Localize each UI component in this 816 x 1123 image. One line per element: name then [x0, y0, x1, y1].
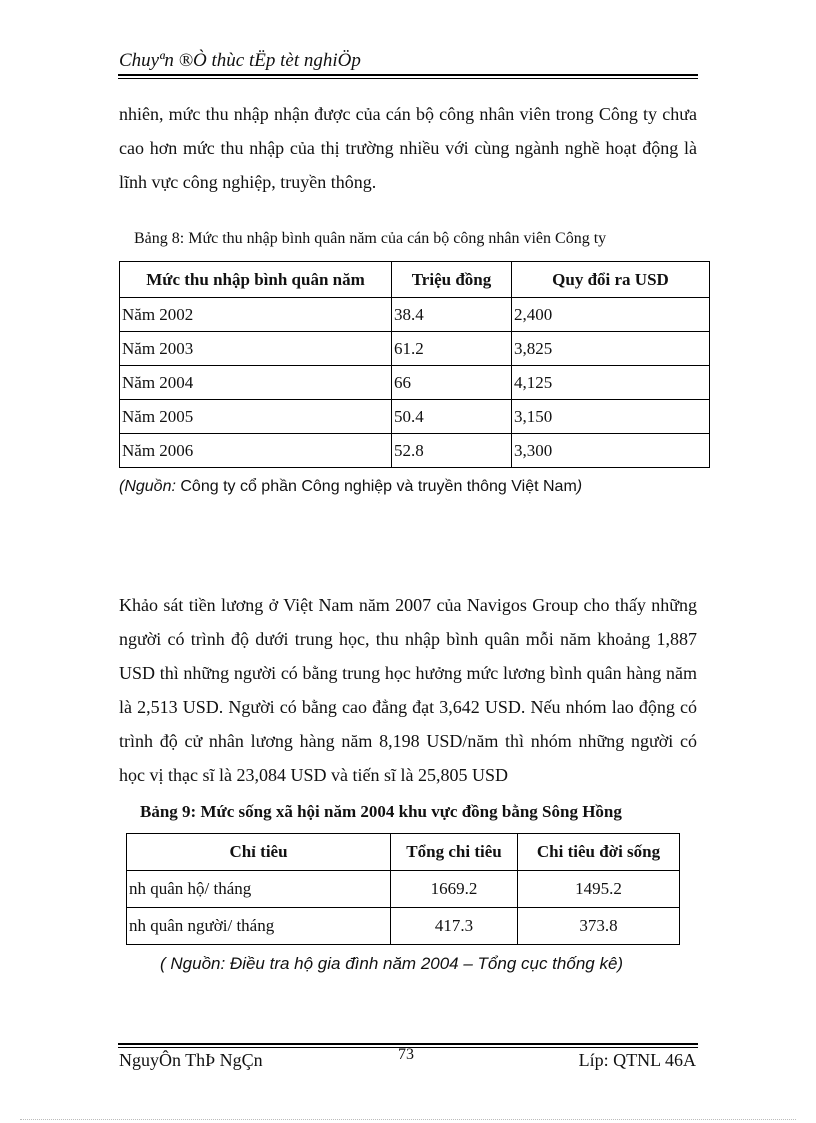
column-header: Mức thu nhập bình quân năm: [120, 262, 392, 298]
header-title: Chuyªn ®Ò thùc tËp tèt nghiÖp: [119, 50, 361, 71]
usd-cell: 3,825: [512, 332, 710, 366]
table9-source: ( Nguồn: Điều tra hộ gia đình năm 2004 – Tổng cục thống kê): [160, 954, 624, 973]
living-standard-table: [126, 833, 680, 945]
footer-author: NguyÔn ThÞ NgÇn: [119, 1050, 263, 1070]
million-vnd-cell: 61.2: [392, 332, 512, 366]
column-header: Chi tiêu đời sống: [518, 834, 680, 871]
usd-cell: 4,125: [512, 366, 710, 400]
column-header: Quy đổi ra USD: [512, 262, 710, 298]
source-text: Công ty cổ phần Công nghiệp và truyền thông Việt Nam: [175, 478, 577, 495]
usd-cell: 2,400: [512, 298, 710, 332]
column-header: Tổng chi tiêu: [391, 834, 518, 871]
table8-source: [119, 478, 582, 496]
year-cell: Năm 2004: [120, 366, 392, 400]
total-spending-cell: 1669.2: [391, 871, 518, 908]
year-cell: Năm 2003: [120, 332, 392, 366]
table-header-row: [127, 834, 680, 871]
living-spending-cell: 373.8: [518, 908, 680, 945]
column-header: Triệu đồng: [392, 262, 512, 298]
year-cell: Năm 2002: [120, 298, 392, 332]
table-row: [127, 908, 680, 945]
million-vnd-cell: 38.4: [392, 298, 512, 332]
page-edge-divider: [20, 1119, 796, 1120]
source-label: (Nguồn:: [119, 478, 176, 495]
paragraph-1: nhiên, mức thu nhập nhận được của cán bộ công nhân viên trong Công ty chưa cao hơn mức thu nhập của thị trường nhiều với cùng ngành nghề hoạt động là lĩnh vực công nghiệp, truyền thông.: [119, 104, 697, 192]
table-row: [127, 871, 680, 908]
million-vnd-cell: 52.8: [392, 434, 512, 468]
table-row: [120, 434, 710, 468]
indicator-cell: nh quân người/ tháng: [127, 908, 391, 945]
living-spending-cell: 1495.2: [518, 871, 680, 908]
table-row: [120, 366, 710, 400]
table-header-row: [120, 262, 710, 298]
table-row: [120, 298, 710, 332]
table9-caption: Bảng 9: Mức sống xã hội năm 2004 khu vực đồng bằng Sông Hồng: [140, 802, 622, 821]
page-number: 73: [398, 1046, 414, 1063]
year-cell: Năm 2005: [120, 400, 392, 434]
year-cell: Năm 2006: [120, 434, 392, 468]
table-row: [120, 400, 710, 434]
column-header: Chỉ tiêu: [127, 834, 391, 871]
usd-cell: 3,150: [512, 400, 710, 434]
paragraph-2: Khảo sát tiền lương ở Việt Nam năm 2007 của Navigos Group cho thấy những người có trình độ dưới trung học, thu nhập bình quân mỗi năm khoảng 1,887 USD thì những người có bằng trung học hưởng mức lương bình quân hàng năm là 2,513 USD. Người có bằng cao đẳng đạt 3,642 USD. Nếu nhóm lao động có trình độ cử nhân lương hàng năm 8,198 USD/năm thì nhóm những người có học vị thạc sĩ là 23,084 USD và tiến sĩ là 25,805 USD: [119, 595, 697, 785]
indicator-cell: nh quân hộ/ tháng: [127, 871, 391, 908]
source-close: ): [576, 478, 583, 495]
million-vnd-cell: 50.4: [392, 400, 512, 434]
income-table: [119, 261, 710, 468]
table-row: [120, 332, 710, 366]
million-vnd-cell: 66: [392, 366, 512, 400]
usd-cell: 3,300: [512, 434, 710, 468]
total-spending-cell: 417.3: [391, 908, 518, 945]
table8-caption: Bảng 8: Mức thu nhập bình quân năm của cán bộ công nhân viên Công ty: [134, 230, 607, 247]
footer-class: Líp: QTNL 46A: [578, 1050, 696, 1070]
header-rule: [118, 74, 698, 79]
